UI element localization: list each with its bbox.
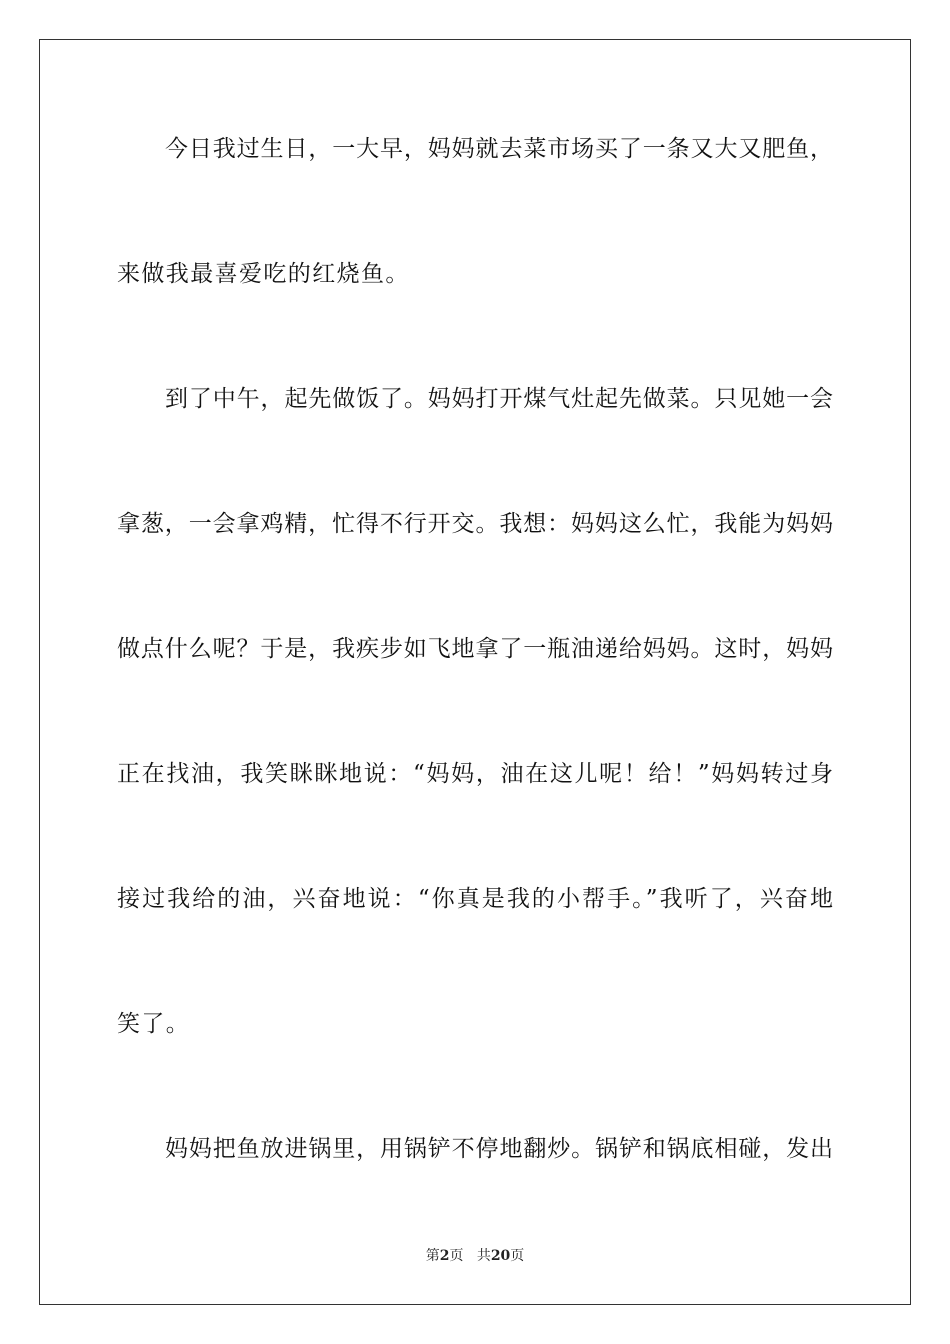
text-line: 妈妈把鱼放进锅里，用锅铲不停地翻炒。锅铲和锅底相碰，发出 <box>165 1136 833 1162</box>
text-line: 接过我给的油，兴奋地说：“你真是我的小帮手。”我听了，兴奋地 <box>117 886 833 912</box>
page-footer <box>0 1246 950 1266</box>
footer-page-suffix: 页 <box>449 1248 464 1264</box>
text-line: 笑了。 <box>117 1011 191 1037</box>
text-line: 到了中午，起先做饭了。妈妈打开煤气灶起先做菜。只见她一会 <box>165 386 833 412</box>
text-line: 正在找油，我笑眯眯地说：“妈妈，油在这儿呢！给！”妈妈转过身 <box>117 761 833 787</box>
total-pages: 20 <box>490 1248 511 1264</box>
footer-prefix: 第 <box>425 1248 440 1264</box>
text-line: 拿葱，一会拿鸡精，忙得不行开交。我想：妈妈这么忙，我能为妈妈 <box>117 511 833 537</box>
text-line: 今日我过生日，一大早，妈妈就去菜市场买了一条又大又肥鱼， <box>165 136 833 162</box>
text-line: 来做我最喜爱吃的红烧鱼。 <box>117 261 410 287</box>
text-line: 做点什么呢？于是，我疾步如飞地拿了一瓶油递给妈妈。这时，妈妈 <box>117 636 833 662</box>
page-number: 2 <box>439 1248 450 1264</box>
footer-total-suffix: 页 <box>510 1248 525 1264</box>
page-border <box>39 39 911 1305</box>
footer-total-prefix: 共 <box>476 1248 491 1264</box>
